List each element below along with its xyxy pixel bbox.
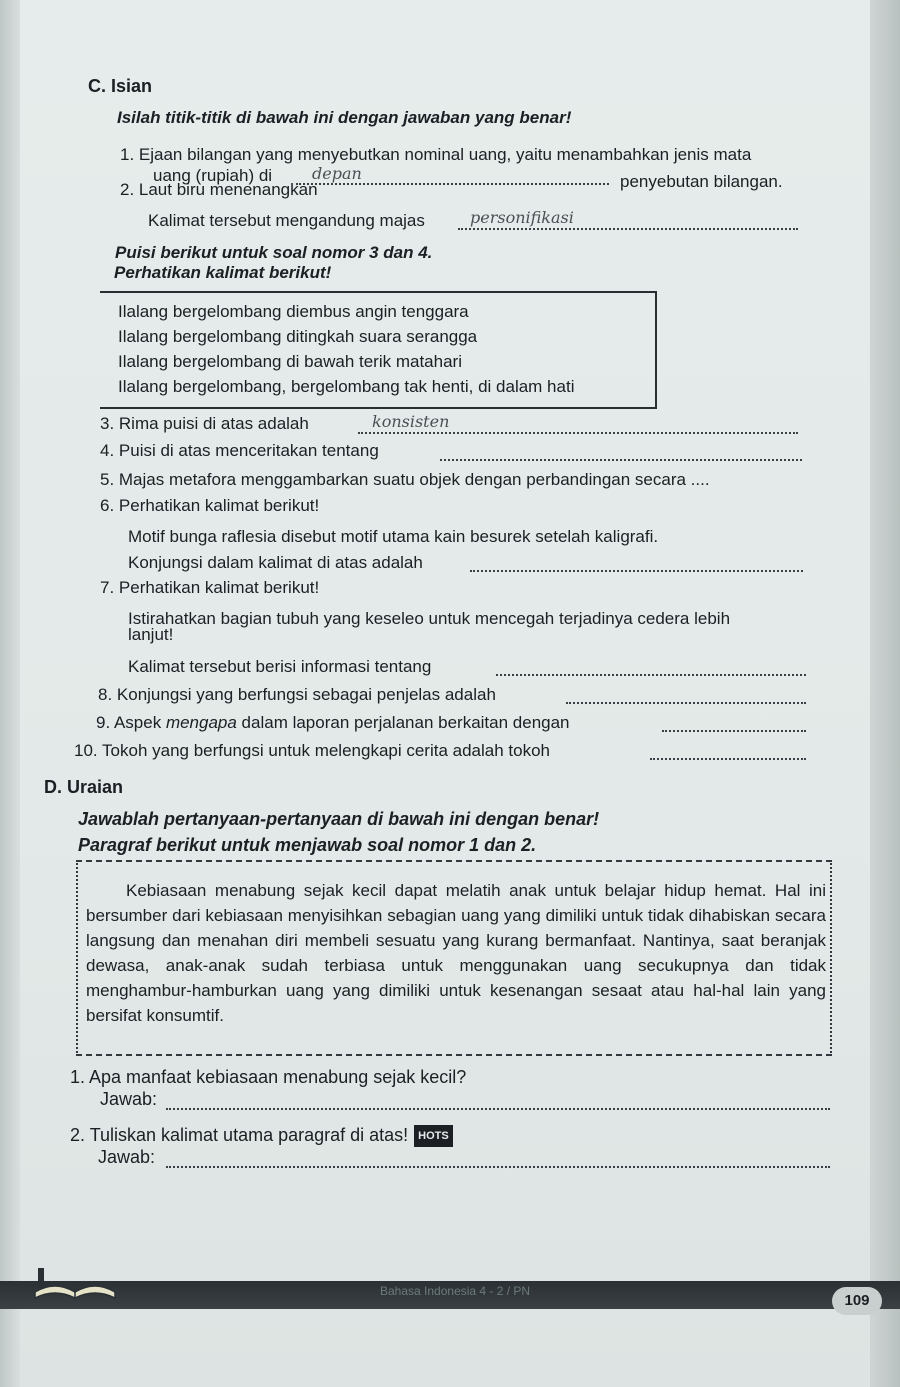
- q3-text: 3. Rima puisi di atas adalah: [100, 414, 309, 433]
- q2-line2: Kalimat tersebut mengandung majas: [148, 211, 425, 230]
- open-book-icon: [30, 1262, 120, 1302]
- q5-text: 5. Majas metafora menggambarkan suatu objek dengan perbandingan secara ....: [100, 470, 710, 489]
- q10-text: 10. Tokoh yang berfungsi untuk melengkapi cerita adalah tokoh: [74, 741, 551, 760]
- hots-badge: HOTS: [414, 1125, 453, 1147]
- poem-heading: Perhatikan kalimat berikut!: [114, 263, 332, 282]
- q7-question: Kalimat tersebut berisi informasi tentang: [128, 657, 432, 676]
- q2-line1: 2. Laut biru menenangkan: [120, 180, 318, 199]
- paragraph-intro: Paragraf berikut untuk menjawab soal nomor 1 dan 2.: [78, 835, 537, 855]
- section-c-instruction: Isilah titik-titik di bawah ini dengan jawaban yang benar!: [117, 108, 572, 127]
- q1-line2: uang (rupiah) di: [153, 166, 273, 185]
- footer-book-title: Bahasa Indonesia 4 - 2 / PN: [380, 1284, 531, 1298]
- section-d-instruction: Jawablah pertanyaan-pertanyaan di bawah ini dengan benar!: [78, 809, 600, 829]
- q7-answer-line[interactable]: [496, 674, 806, 676]
- q4-answer-line[interactable]: [440, 459, 802, 461]
- d-q2-text: 2. Tuliskan kalimat utama paragraf di atas! HOTS: [70, 1125, 453, 1147]
- q4-text: 4. Puisi di atas menceritakan tentang: [100, 441, 379, 460]
- poem-line-1: Ilalang bergelombang diembus angin tenggara: [118, 302, 469, 321]
- q8-answer-line[interactable]: [566, 702, 806, 704]
- d-q2-answer-line[interactable]: [166, 1166, 830, 1168]
- q3-answer-line[interactable]: [358, 432, 798, 434]
- page-number: 109: [832, 1287, 882, 1315]
- poem-line-2: Ilalang bergelombang ditingkah suara serangga: [118, 327, 478, 346]
- paragraph-text: Kebiasaan menabung sejak kecil dapat melatih anak untuk belajar hidup hemat. Hal ini bersumber dari kebiasaan menyisihkan sebagian uang yang dimiliki untuk tidak dihabiskan secara langsung dan menahan diri membeli sesuatu yang kurang bermanfaat. Nantinya, saat beranjak dewasa, anak-anak sudah terbiasa untuk menggunakan uang secukupnya dan tidak menghambur-hamburkan uang yang dimiliki untuk kesenangan sesaat atau hal-hal lain yang bersifat konsumtif.: [86, 881, 826, 1025]
- q2-handwritten-answer: personifikasi: [470, 208, 574, 227]
- q7-text: 7. Perhatikan kalimat berikut!: [100, 578, 320, 597]
- q9-answer-line[interactable]: [662, 730, 806, 732]
- q6-text: 6. Perhatikan kalimat berikut!: [100, 496, 320, 515]
- d-q1-answer-line[interactable]: [166, 1108, 830, 1110]
- q3-handwritten-answer: konsisten: [372, 412, 450, 431]
- q2-answer-line[interactable]: [458, 228, 798, 230]
- q6-question: Konjungsi dalam kalimat di atas adalah: [128, 553, 423, 572]
- q8-text: 8. Konjungsi yang berfungsi sebagai penjelas adalah: [98, 685, 496, 704]
- q9-emphasis: mengapa: [165, 713, 237, 732]
- poem-line-4: Ilalang bergelombang, bergelombang tak henti, di dalam hati: [118, 377, 575, 396]
- q1-handwritten-answer: depan: [312, 164, 362, 183]
- section-c-title: C. Isian: [88, 76, 153, 96]
- q7-sentence-2: lanjut!: [128, 625, 174, 644]
- poem-line-3: Ilalang bergelombang di bawah terik matahari: [118, 352, 462, 371]
- q6-sentence: Motif bunga raflesia disebut motif utama kain besurek setelah kaligrafi.: [128, 527, 659, 546]
- d-q1-jawab: Jawab:: [100, 1089, 158, 1109]
- q1-line1: 1. Ejaan bilangan yang menyebutkan nominal uang, yaitu menambahkan jenis mata: [120, 145, 752, 164]
- q10-answer-line[interactable]: [650, 758, 806, 760]
- q9-text: 9. Aspek mengapa dalam laporan perjalanan berkaitan dengan: [96, 713, 570, 732]
- section-d-title: D. Uraian: [44, 777, 124, 797]
- q7-sentence-1: Istirahatkan bagian tubuh yang keseleo untuk mencegah terjadinya cedera lebih: [128, 609, 731, 628]
- page-edge: [870, 0, 900, 1387]
- poem-intro: Puisi berikut untuk soal nomor 3 dan 4.: [115, 243, 433, 262]
- d-q2-jawab: Jawab:: [98, 1147, 156, 1167]
- q1-line2-end: penyebutan bilangan.: [620, 172, 783, 191]
- q6-answer-line[interactable]: [470, 570, 803, 572]
- d-q1-text: 1. Apa manfaat kebiasaan menabung sejak kecil?: [70, 1067, 467, 1087]
- page-spine: [0, 0, 20, 1387]
